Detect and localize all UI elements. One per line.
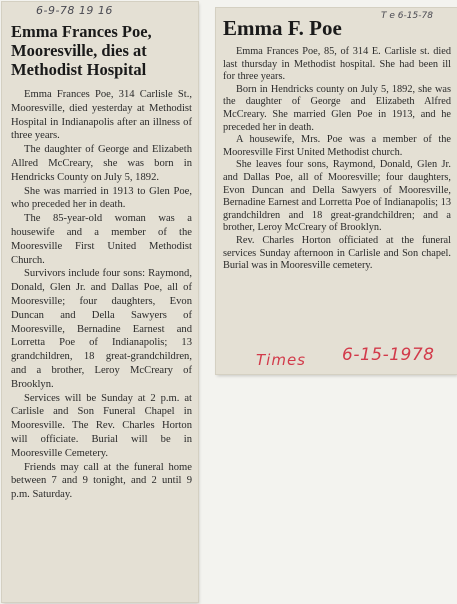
body-paragraph: The 85-year-old woman was a housewife and a member of the Mooresville First United Methodist Church.	[11, 213, 192, 266]
obituary-clipping-left	[2, 2, 198, 602]
clipping-headline: Emma Frances Poe, Mooresville, dies at Methodist Hospital	[11, 22, 152, 79]
handwritten-source: Times	[256, 351, 306, 369]
body-paragraph: A housewife, Mrs. Poe was a member of the Mooresville First United Methodist church.	[223, 134, 451, 158]
body-paragraph: The daughter of George and Elizabeth Allred McCreary, she was born in Hendricks County on July 5, 1892.	[11, 144, 192, 183]
body-paragraph: She leaves four sons, Raymond, Donald, Glen Jr. and Dallas Poe, all of Mooresville; four daughters, Evon Duncan and Della Sawyers of Mooresville, Bernadine Earnest and Lorretta Poe of Indianapolis; 13 grandchildren and 18 great-grandchildren; and a brother, Leroy McCreary of Brooklyn.	[223, 159, 451, 234]
body-paragraph: Emma Frances Poe, 314 Carlisle St., Mooresville, died yesterday at Methodist Hospital in Indianapolis after an illness of three years.	[11, 89, 192, 142]
clipping-body	[11, 88, 192, 502]
body-paragraph: Rev. Charles Horton officiated at the funeral services Sunday afternoon in Carlisle and Son chapel. Burial was in Mooresville cemetery.	[223, 234, 451, 272]
body-paragraph: Services will be Sunday at 2 p.m. at Carlisle and Son Funeral Chapel in Mooresville. The Rev. Charles Horton will officiate. Burial will be in Mooresville Cemetery.	[11, 392, 192, 459]
body-paragraph: Emma Frances Poe, 85, of 314 E. Carlisle st. died last thursday in Methodist hospital. She had been ill for three years.	[223, 46, 451, 83]
clipping-body	[223, 46, 451, 273]
handwritten-date: 6-9-78 19 16	[36, 4, 113, 17]
clipping-headline: Emma F. Poe	[223, 16, 342, 40]
handwritten-date-red: 6-15-1978	[342, 345, 435, 365]
body-paragraph: Born in Hendricks county on July 5, 1892, she was the daughter of George and Elizabeth Alfred McCreary. She married Glen Poe in 1913, and he preceded her in death.	[223, 83, 451, 133]
body-paragraph: She was married in 1913 to Glen Poe, who preceded her in death.	[11, 185, 192, 211]
body-paragraph: Survivors include four sons: Raymond, Donald, Glen Jr. and Dallas Poe, all of Mooresville; four daughters, Evon Duncan and Della Sawyers of Mooresville, Bernadine Earnest and Lorretta Poe of Indianapolis; 13 grandchildren, 18 great-grandchildren, and a brother, Leroy McCreary of Brooklyn.	[11, 268, 192, 390]
obituary-clipping-right	[216, 8, 457, 374]
handwritten-note: T e 6-15-78	[381, 11, 433, 21]
body-paragraph: Friends may call at the funeral home between 7 and 9 tonight, and 2 until 9 p.m. Saturday.	[11, 461, 192, 501]
